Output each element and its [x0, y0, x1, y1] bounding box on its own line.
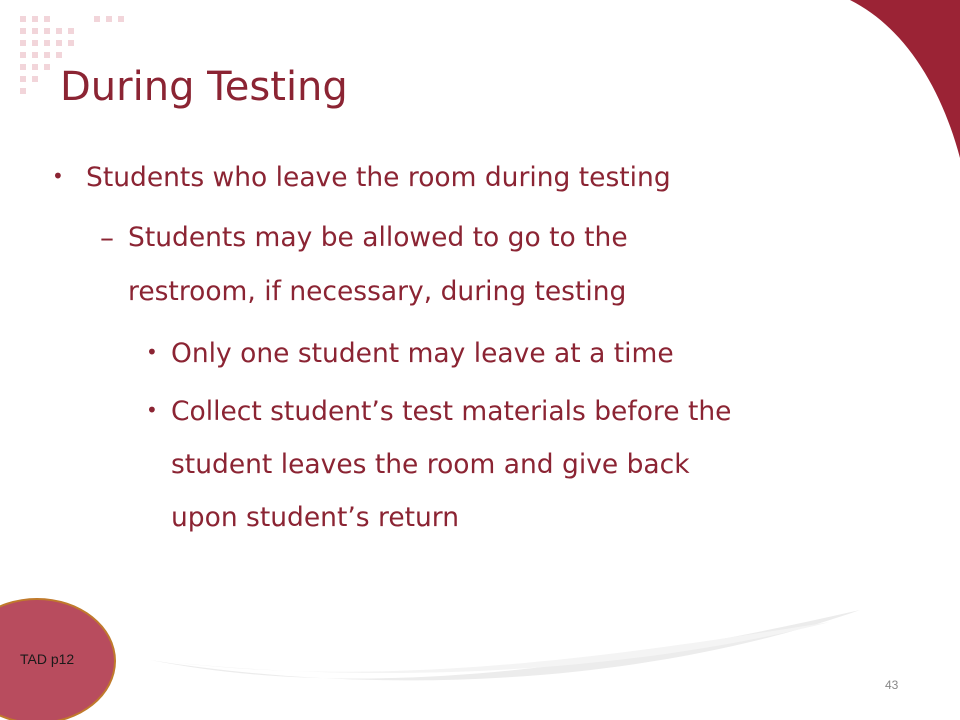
sub-sub-bullet-text: Only one student may leave at a time [171, 338, 674, 369]
dash-icon: – [100, 221, 114, 254]
page-number: 43 [885, 678, 899, 692]
bullet-icon: • [146, 340, 158, 364]
bullet-icon: • [52, 164, 64, 188]
bottom-swoosh-inner [170, 622, 830, 673]
corner-band [850, 0, 960, 158]
bullet-text: Students who leave the room during testing [86, 162, 671, 193]
bottom-swoosh [150, 610, 860, 680]
sub-sub-bullet-text-line-1: Collect student’s test materials before the [171, 396, 732, 427]
sub-bullet-text-line-1: Students may be allowed to go to the [128, 222, 628, 253]
sub-bullet-text-line-2: restroom, if necessary, during testing [128, 276, 627, 307]
reference-badge-label: TAD p12 [20, 651, 75, 667]
slide-title: During Testing [60, 64, 348, 110]
bullet-icon: • [146, 398, 158, 422]
sub-sub-bullet-text-line-2: student leaves the room and give back [171, 449, 690, 480]
sub-sub-bullet-text-line-3: upon student’s return [171, 502, 460, 533]
